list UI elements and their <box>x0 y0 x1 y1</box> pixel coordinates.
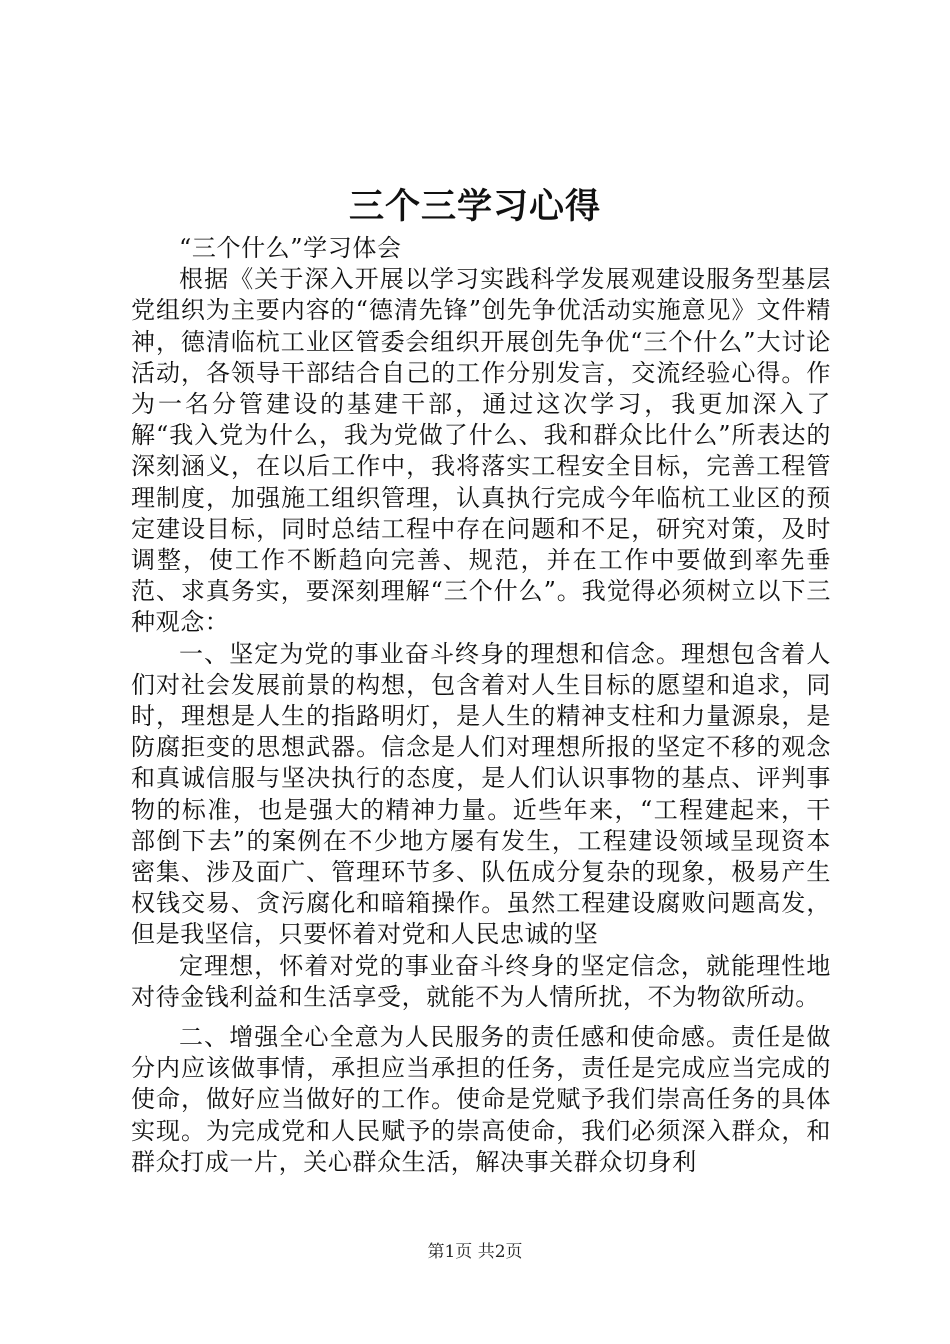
paragraph-point-one: 一、坚定为党的事业奋斗终身的理想和信念。理想包含着人们对社会发展前景的构想，包含着对人生目标的愿望和追求，同时，理想是人生的指路明灯，是人生的精神支柱和力量源泉，是防腐拒变的思想武器。信念是人们对理想所报的坚定不移的观念和真诚信服与坚决执行的态度，是人们认识事物的基点、评判事物的标准，也是强大的精神力量。近些年来，“工程建起来，干部倒下去”的案例在不少地方屡有发生，工程建设领域呈现资本密集、涉及面广、管理环节多、队伍成分复杂的现象，极易产生权钱交易、贪污腐化和暗箱操作。虽然工程建设腐败问题高发，但是我坚信，只要怀着对党和人民忠诚的坚 <box>131 639 831 949</box>
paragraph-intro: 根据《关于深入开展以学习实践科学发展观建设服务型基层党组织为主要内容的“德清先锋”创先争优活动实施意见》文件精神，德清临杭工业区管委会组织开展创先争优“三个什么”大讨论活动，各领导干部结合自己的工作分别发言，交流经验心得。作为一名分管建设的基建干部，通过这次学习，我更加深入了解“我入党为什么，我为党做了什么、我和群众比什么”所表达的深刻涵义，在以后工作中，我将落实工程安全目标，完善工程管理制度，加强施工组织管理，认真执行完成今年临杭工业区的预定建设目标，同时总结工程中存在问题和不足，研究对策，及时调整，使工作不断趋向完善、规范，并在工作中要做到率先垂范、求真务实，要深刻理解“三个什么”。我觉得必须树立以下三种观念： <box>131 265 831 637</box>
paragraph-subtitle: “三个什么”学习体会 <box>179 234 402 262</box>
paragraph-point-one-continued: 定理想，怀着对党的事业奋斗终身的坚定信念，就能理性地对待金钱利益和生活享受，就能不为人情所扰，不为物欲所动。 <box>131 951 831 1011</box>
paragraph-point-two: 二、增强全心全意为人民服务的责任感和使命感。责任是做分内应该做事情，承担应当承担的任务，责任是完成应当完成的使命，做好应当做好的工作。使命是党赋予我们崇高任务的具体实现。为完成党和人民赋予的崇高使命，我们必须深入群众，和群众打成一片，关心群众生活，解决事关群众切身利 <box>131 1023 831 1176</box>
document-body <box>131 233 831 1178</box>
page-number-footer: 第1页 共2页 <box>427 1242 523 1262</box>
document-title: 三个三学习心得 <box>348 186 601 227</box>
